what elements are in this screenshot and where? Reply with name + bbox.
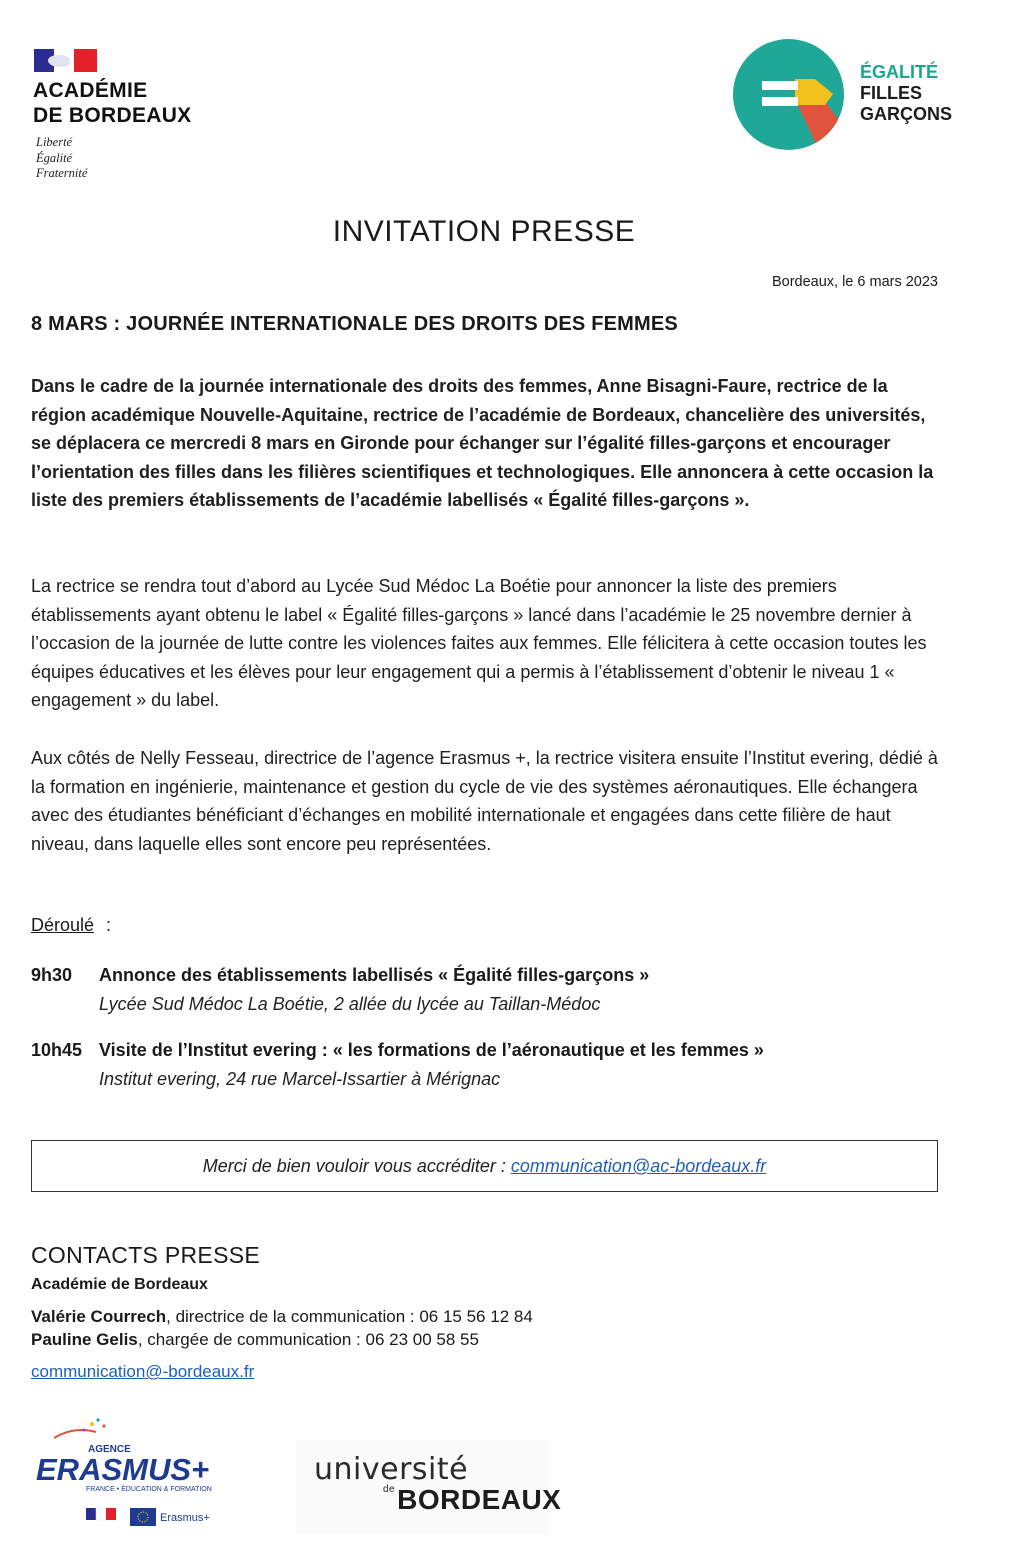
date-line: Bordeaux, le 6 mars 2023 xyxy=(771,274,938,290)
accreditation-box xyxy=(31,1140,938,1192)
erasmus-logo-icon xyxy=(34,1418,264,1533)
erasmus-name-text: ERASMUS+ xyxy=(36,1452,210,1487)
contact-line xyxy=(31,1307,533,1327)
accreditation-text: Merci de bien vouloir vous accréditer : xyxy=(202,1156,511,1176)
erasmus-agence-text: AGENCE xyxy=(88,1444,131,1455)
egalite-logo-line-3: GARÇONS xyxy=(860,104,953,124)
academie-logo-text xyxy=(33,78,191,128)
schedule-place: Institut evering, 24 rue Marcel-Issartier à Mérignac xyxy=(99,1069,501,1089)
universite-logo-de: de xyxy=(383,1484,396,1495)
schedule-time: 10h45 xyxy=(31,1040,83,1060)
egalite-logo-icon xyxy=(733,39,844,150)
egalite-logo-text xyxy=(860,62,952,125)
egalite-logo-line-1: ÉGALITÉ xyxy=(860,62,939,82)
erasmus-sub-text: FRANCE • ÉDUCATION & FORMATION xyxy=(86,1486,212,1493)
erasmus-eu-text: Erasmus+ xyxy=(160,1512,210,1524)
universite-logo-bottom xyxy=(383,1484,561,1516)
republique-flag-logo xyxy=(34,49,97,72)
page-title: INVITATION PRESSE xyxy=(332,215,636,248)
academie-line-2: DE BORDEAUX xyxy=(33,104,192,127)
egalite-logo-line-2: FILLES xyxy=(860,83,922,103)
academie-line-1: ACADÉMIE xyxy=(33,79,148,102)
motto-liberte: Liberté xyxy=(36,135,73,149)
universite-logo-bordeaux: BORDEAUX xyxy=(397,1484,562,1515)
schedule-title: Visite de l’Institut evering : « les formations de l’aéronautique et les femmes » xyxy=(99,1040,764,1060)
contact-role: , directrice de la communication : 06 15 56 12 84 xyxy=(166,1307,533,1326)
motto-fraternite: Fraternité xyxy=(36,166,88,180)
contacts-email-link[interactable]: communication@-bordeaux.fr xyxy=(31,1362,255,1381)
deroule-label: Déroulé xyxy=(31,915,95,935)
accreditation-email-link[interactable]: communication@ac-bordeaux.fr xyxy=(510,1156,767,1176)
schedule-time: 9h30 xyxy=(31,965,73,985)
contact-name: Pauline Gelis xyxy=(31,1330,138,1349)
contacts-title: CONTACTS PRESSE xyxy=(31,1242,260,1268)
motto-egalite: Égalité xyxy=(36,150,73,165)
contact-name: Valérie Courrech xyxy=(31,1307,167,1326)
headline: 8 MARS : JOURNÉE INTERNATIONALE DES DROITS DES FEMMES xyxy=(31,313,678,335)
paragraph-2: La rectrice se rendra tout d’abord au Lycée Sud Médoc La Boétie pour annoncer la liste des premiers établissements ayant obtenu le label « Égalité filles-garçons » lancé dans l’académie le 25 novembre dernier à l’occasion de la journée de lutte contre les violences faites aux femmes. Elle félicitera à cette occasion toutes les équipes éducatives et les élèves pour leur engagement qui a permis à l’établissement d’obtenir le niveau 1 « engagement » du label. xyxy=(31,576,927,711)
contact-line xyxy=(31,1330,479,1350)
lead-paragraph: Dans le cadre de la journée internationale des droits des femmes, Anne Bisagni-Faure, rectrice de la région académique Nouvelle-Aquitaine, rectrice de l’académie de Bordeaux, chancelière des universités, se déplacera ce mercredi 8 mars en Gironde pour échanger sur l’égalité filles-garçons et encourager l’orientation des filles dans les filières scientifiques et technologiques. Elle annoncera à cette occasion la liste des premiers établissements de l’académie labellisés « Égalité filles-garçons ». xyxy=(31,376,934,511)
schedule-title: Annonce des établissements labellisés « Égalité filles-garçons » xyxy=(99,965,650,985)
schedule-place: Lycée Sud Médoc La Boétie, 2 allée du lycée au Taillan-Médoc xyxy=(99,994,601,1014)
paragraph-3: Aux côtés de Nelly Fesseau, directrice de l’agence Erasmus +, la rectrice visitera ensuite l’Institut evering, dédié à la formation en ingénierie, maintenance et gestion du cycle de vie des systèmes aéronautiques. Elle échangera avec des étudiantes bénéficiant d’échanges en mobilité internationale et engagées dans cette filière de haut niveau, dans laquelle elles sont encore peu représentées. xyxy=(31,748,938,854)
deroule-colon: : xyxy=(106,915,112,935)
contact-role: , chargée de communication : 06 23 00 58 55 xyxy=(137,1330,479,1349)
universite-logo-top: université xyxy=(314,1452,469,1487)
republic-motto xyxy=(36,135,87,182)
contacts-org: Académie de Bordeaux xyxy=(31,1276,208,1293)
